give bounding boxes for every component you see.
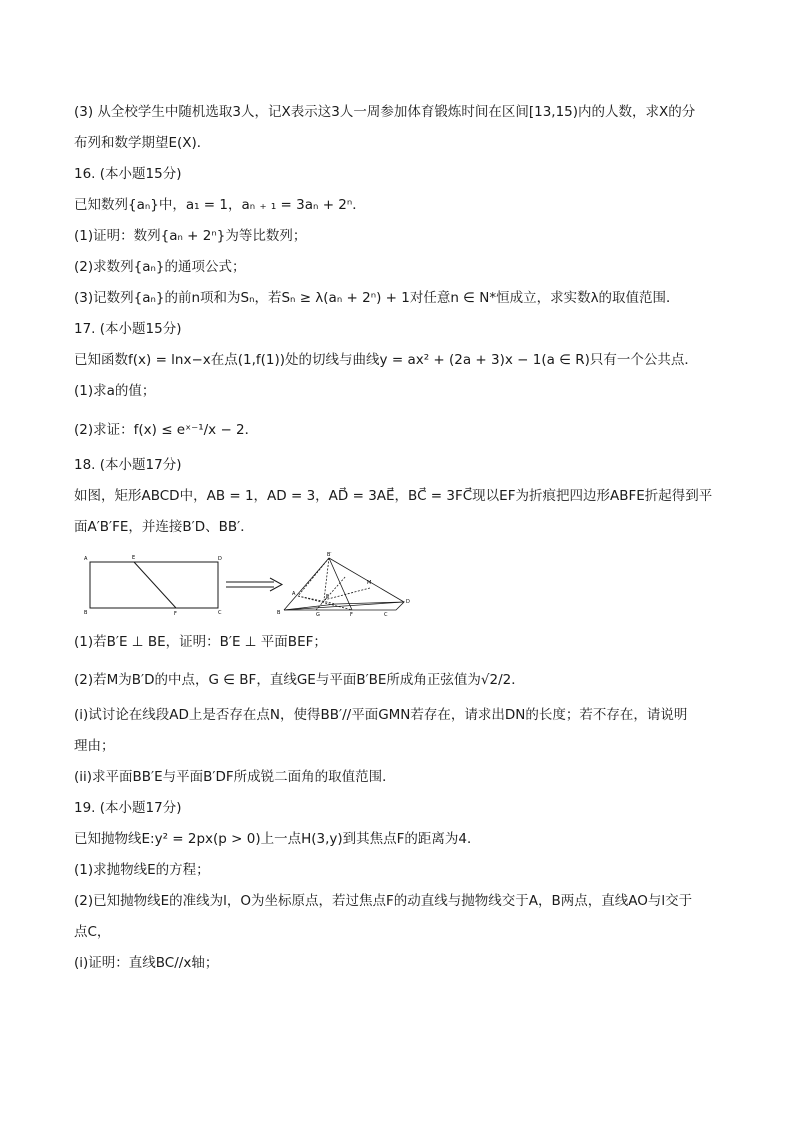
label-b-prime: B′: [327, 552, 332, 558]
q17-part2: (2)求证：f(x) ≤ eˣ⁻¹/x − 2．: [74, 422, 259, 438]
q16-stem: 已知数列{aₙ}中，a₁ = 1，aₙ ₊ ₁ = 3aₙ + 2ⁿ．: [74, 197, 366, 213]
label-m: M: [367, 580, 372, 586]
label-b: B: [84, 610, 88, 616]
q18-heading: 18. (本小题17分): [74, 457, 182, 473]
q15-part3-line2: 布列和数学期望E(X)．: [74, 135, 211, 151]
q19-part2-line2: 点C，: [74, 924, 111, 940]
q18-part1: (1)若B′E ⊥ BE，证明：B′E ⊥ 平面BEF；: [74, 634, 327, 650]
q19-heading: 19. (本小题17分): [74, 800, 182, 816]
q18-stem-line2: 面A′B′FE，并连接B′D、BB′．: [74, 519, 254, 535]
label-e: E: [132, 555, 136, 561]
q19-stem: 已知抛物线E:y² = 2px(p > 0)上一点H(3,y)到其焦点F的距离为4．: [74, 831, 481, 847]
q18-part2-ii: (ii)求平面BB′E与平面B′DF所成锐二面角的取值范围．: [74, 769, 396, 785]
label-a: A: [84, 556, 88, 562]
folded-solid: [284, 558, 404, 610]
q15-part3-line1: (3) 从全校学生中随机选取3人，记X表示这3人一周参加体育锻炼时间在区间[13,15)内的人数，求X的分: [74, 104, 696, 120]
q18-part2: (2)若M为B′D的中点，G ∈ BF，直线GE与平面B′BE所成角正弦值为√2/2．: [74, 672, 525, 688]
label-b-solid: B: [277, 610, 281, 616]
q19-part1: (1)求抛物线E的方程；: [74, 862, 210, 878]
fold-line-ef: [134, 562, 176, 608]
arrow-icon: [226, 578, 282, 591]
q16-heading: 16. (本小题15分): [74, 166, 182, 182]
label-f-solid: F: [350, 612, 353, 618]
label-e-solid: E: [326, 594, 330, 600]
q18-part2-i-line1: (i)试讨论在线段AD上是否存在点N，使得BB′//平面GMN若存在，请求出DN的长度；若不存在，请说明: [74, 707, 688, 723]
label-c-solid: C: [384, 612, 388, 618]
label-g: G: [316, 612, 320, 618]
label-a-solid: A: [292, 591, 296, 597]
folding-figure: [84, 548, 424, 618]
q19-part2-i: (i)证明：直线BC//x轴；: [74, 955, 219, 971]
label-d: D: [218, 556, 222, 562]
q19-part2-line1: (2)已知抛物线E的准线为l，O为坐标原点，若过焦点F的动直线与抛物线交于A，B两点，直线AO与l交于: [74, 893, 693, 909]
q17-part1: (1)求a的值；: [74, 383, 156, 399]
rectangle-abcd: [90, 562, 218, 608]
label-d-solid: D: [406, 599, 410, 605]
q18-stem-line1: 如图，矩形ABCD中，AB = 1，AD = 3，AD⃗ = 3AE⃗，BC⃗ = 3FC⃗现以EF为折痕把四边形ABFE折起得到平: [74, 488, 713, 504]
q16-part3: (3)记数列{aₙ}的前n项和为Sₙ，若Sₙ ≥ λ(aₙ + 2ⁿ) + 1对任意n ∈ N*恒成立，求实数λ的取值范围．: [74, 290, 680, 306]
q16-part2: (2)求数列{aₙ}的通项公式；: [74, 259, 246, 275]
q17-heading: 17. (本小题15分): [74, 321, 182, 337]
q16-part1: (1)证明：数列{aₙ + 2ⁿ}为等比数列；: [74, 228, 307, 244]
label-c: C: [218, 610, 222, 616]
q18-part2-i-line2: 理由；: [74, 738, 115, 754]
label-f: F: [174, 611, 177, 617]
q17-stem: 已知函数f(x) = lnx−x在点(1,f(1))处的切线与曲线y = ax² + (2a + 3)x − 1(a ∈ R)只有一个公共点．: [74, 352, 698, 368]
